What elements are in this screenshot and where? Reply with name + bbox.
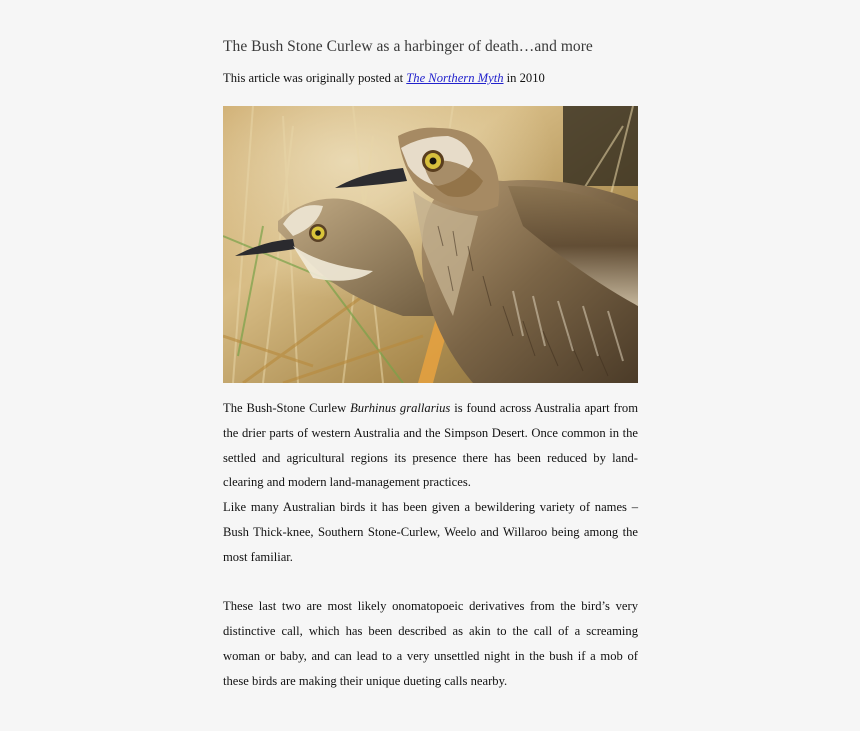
bush-stone-curlew-photo: [223, 106, 638, 383]
paragraph-1-part2: is found across Australia apart from the drier parts of western Australia and the Simpson Desert. Once common in the settled and agricultural regions its presence there has been reduced by land-clearing and modern land-management practices.: [223, 401, 639, 490]
species-name: Burhinus grallarius: [350, 401, 451, 415]
paragraph-1: [223, 396, 638, 495]
northern-myth-link[interactable]: The Northern Myth: [406, 71, 504, 85]
article-byline: [223, 69, 638, 87]
paragraph-1-part1: The Bush-Stone Curlew: [223, 401, 351, 415]
article: [223, 35, 639, 688]
article-body: [223, 396, 638, 694]
article-title: The Bush Stone Curlew as a harbinger of death…and more: [223, 38, 593, 55]
byline-suffix: in 2010: [503, 71, 545, 85]
paragraph-spacer: [223, 570, 638, 595]
paragraph-3: These last two are most likely onomatopoeic derivatives from the bird’s very distinctive call, which has been described as akin to the call of a screaming woman or baby, and can lead to a very unsettled night in the bush if a mob of these birds are making their unique dueting calls nearby.: [223, 599, 638, 688]
paragraph-2: Like many Australian birds it has been given a bewildering variety of names – Bush Thick-knee, Southern Stone-Curlew, Weelo and Willaroo being among the most familiar.: [223, 500, 638, 564]
byline-prefix: This article was originally posted at: [223, 71, 407, 85]
